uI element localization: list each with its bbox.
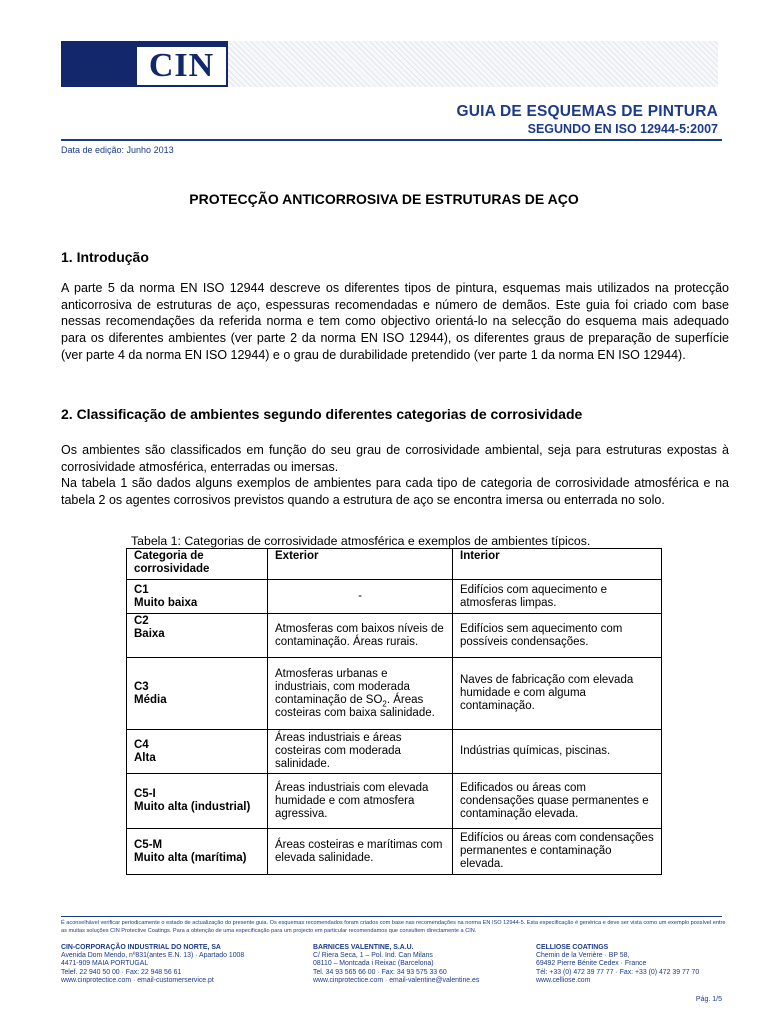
- exterior-text: Atmosferas urbanas e industriais, com moderada contaminação de SO: [275, 667, 410, 706]
- category-cell: [127, 730, 268, 774]
- cin-logo: CIN: [137, 47, 226, 85]
- page-number: Pág. 1/5: [695, 996, 722, 1003]
- category-code: C2: [134, 615, 149, 627]
- guide-subtitle: SEGUNDO EN ISO 12944-5:2007: [527, 122, 718, 136]
- category-code: C5-M: [134, 838, 163, 851]
- header-category: Categoria de corrosividade: [127, 549, 268, 580]
- company-name: CELLIOSE COATINGS: [536, 944, 609, 951]
- table-row: [127, 774, 662, 829]
- section-2-paragraph-2: Na tabela 1 são dados alguns exemplos de ambientes para cada tipo de categoria de corrosividade atmosférica e na tabela 2 os agentes corrosivos previstos quando a estrutura de aço se encontra imersa ou enterrada no solo.: [61, 476, 729, 507]
- interior-cell: Naves de fabricação com elevada humidade e com alguma contaminação.: [453, 658, 662, 730]
- contact-line: Tél: +33 (0) 472 39 77 77 · Fax: +33 (0) 472 39 77 70: [536, 968, 700, 976]
- table-row: [127, 614, 662, 658]
- address-line: Avenida Dom Mendo, nº831(antes E.N. 13) · Apartado 1008: [61, 952, 245, 960]
- category-cell: [127, 829, 268, 875]
- exterior-cell: Áreas industriais com elevada humidade e com atmosfera agressiva.: [268, 774, 453, 829]
- header-interior: Interior: [453, 549, 662, 580]
- document-title: PROTECÇÃO ANTICORROSIVA DE ESTRUTURAS DE AÇO: [189, 191, 579, 207]
- company-address-valentine: [313, 944, 479, 985]
- interior-cell: Edifícios com aquecimento e atmosferas limpas.: [453, 580, 662, 614]
- category-name: Média: [134, 693, 167, 706]
- table-header-row: [127, 549, 662, 580]
- section-2-heading: 2. Classificação de ambientes segundo diferentes categorias de corrosividade: [61, 406, 583, 422]
- table-caption: Tabela 1: Categorias de corrosividade atmosférica e exemplos de ambientes típicos.: [131, 534, 591, 548]
- interior-cell: Edifícios ou áreas com condensações permanentes e contaminação elevada.: [453, 829, 662, 875]
- corrosivity-table: [126, 548, 662, 875]
- category-name: Muito alta (marítima): [134, 851, 247, 864]
- category-code: C3: [134, 680, 149, 693]
- exterior-cell: Atmosferas com baixos níveis de contaminação. Áreas rurais.: [268, 614, 453, 658]
- address-line: C/ Riera Seca, 1 – Pol. Ind. Can Milans: [313, 952, 433, 960]
- web-line[interactable]: www.cinprotectice.com · email-customerservice.pt: [61, 976, 214, 984]
- section-1-paragraph: A parte 5 da norma EN ISO 12944 descreve os diferentes tipos de pintura, esquemas mais utilizados na protecção anticorrosiva de estruturas de aço, espessuras recomendadas e número de demãos. Este guia foi criado com base nessas recomendações da referida norma e tem como objectivo orientá-lo na selecção do esquema mais adequado para os diferentes ambientes (ver parte 2 da norma EN ISO 12944), os diferentes graus de preparação de superfície (ver parte 4 da norma EN ISO 12944) e o grau de durabilidade pretendido (ver parte 1 da norma EN ISO 12944).: [61, 281, 729, 362]
- header-pattern: [228, 41, 718, 87]
- category-cell: [127, 614, 268, 658]
- exterior-text-continued: . Áreas costeiras com baixa salinidade.: [275, 693, 435, 719]
- exterior-cell: [268, 658, 453, 730]
- address-line: 08110 – Montcada i Reixac (Barcelona): [313, 960, 434, 968]
- header-rule: [61, 139, 722, 141]
- footer-rule: [61, 916, 722, 917]
- web-line[interactable]: www.celliose.com: [536, 976, 591, 984]
- category-name: Alta: [134, 751, 156, 764]
- category-name: Baixa: [134, 628, 165, 640]
- category-name: Muito baixa: [134, 596, 198, 609]
- contact-line: Tel. 34 93 565 66 00 · Fax: 34 93 575 33 60: [313, 968, 447, 976]
- table-row: [127, 580, 662, 614]
- category-code: C4: [134, 738, 149, 751]
- web-line[interactable]: www.cinprotectice.com · email-valentine@valentine.es: [313, 976, 480, 984]
- company-name: BARNICES VALENTINE, S.A.U.: [313, 944, 414, 951]
- exterior-cell: -: [268, 580, 453, 614]
- category-code: C1: [134, 583, 149, 596]
- interior-cell: Edificados ou áreas com condensações quase permanentes e contaminação elevada.: [453, 774, 662, 829]
- address-line: Chemin de la Verrière · BP 58,: [536, 952, 630, 960]
- exterior-cell: Áreas costeiras e marítimas com elevada salinidade.: [268, 829, 453, 875]
- subscript: 2: [382, 698, 387, 708]
- interior-cell: Indústrias químicas, piscinas.: [453, 730, 662, 774]
- company-address-cin: [61, 944, 244, 985]
- category-cell: [127, 580, 268, 614]
- category-cell: [127, 774, 268, 829]
- header-exterior: Exterior: [268, 549, 453, 580]
- address-line: 4471-909 MAIA PORTUGAL: [61, 960, 149, 968]
- section-2-paragraph-1: Os ambientes são classificados em função do seu grau de corrosividade ambiental, seja para estruturas expostas à corrosividade atmosférica, enterradas ou imersas.: [61, 443, 729, 474]
- category-code: C5-I: [134, 788, 156, 800]
- address-line: 69492 Pierre Bénite Cedex · France: [536, 960, 647, 968]
- footer-disclaimer: É aconselhável verificar periodicamente o estado de actualização do presente guia. Os esquemas recomendados foram criados com base nas recomendações na norma EN ISO 12944-5. Esta especificação é genérica e deve ser vista como um exemplo possível entre as muitas soluções CIN Protective Coatings. Para a obtenção de uma especificação para um projecto em particular recomendamos que consultem directamente a CIN.: [61, 920, 726, 934]
- contact-line: Telef. 22 940 50 00 · Fax: 22 948 56 61: [61, 968, 182, 976]
- category-name: Muito alta (industrial): [134, 801, 251, 813]
- company-address-celliose: [536, 944, 699, 985]
- category-cell: [127, 658, 268, 730]
- guide-title: GUIA DE ESQUEMAS DE PINTURA: [456, 103, 718, 120]
- interior-cell: Edifícios sem aquecimento com possíveis condensações.: [453, 614, 662, 658]
- edition-date: Data de edição: Junho 2013: [61, 145, 174, 155]
- company-name: CIN-CORPORAÇÃO INDUSTRIAL DO NORTE, SA: [61, 944, 221, 951]
- table-row: [127, 829, 662, 875]
- table-row: [127, 658, 662, 730]
- table-row: [127, 730, 662, 774]
- exterior-cell: Áreas industriais e áreas costeiras com moderada salinidade.: [268, 730, 453, 774]
- section-1-heading: 1. Introdução: [61, 249, 149, 265]
